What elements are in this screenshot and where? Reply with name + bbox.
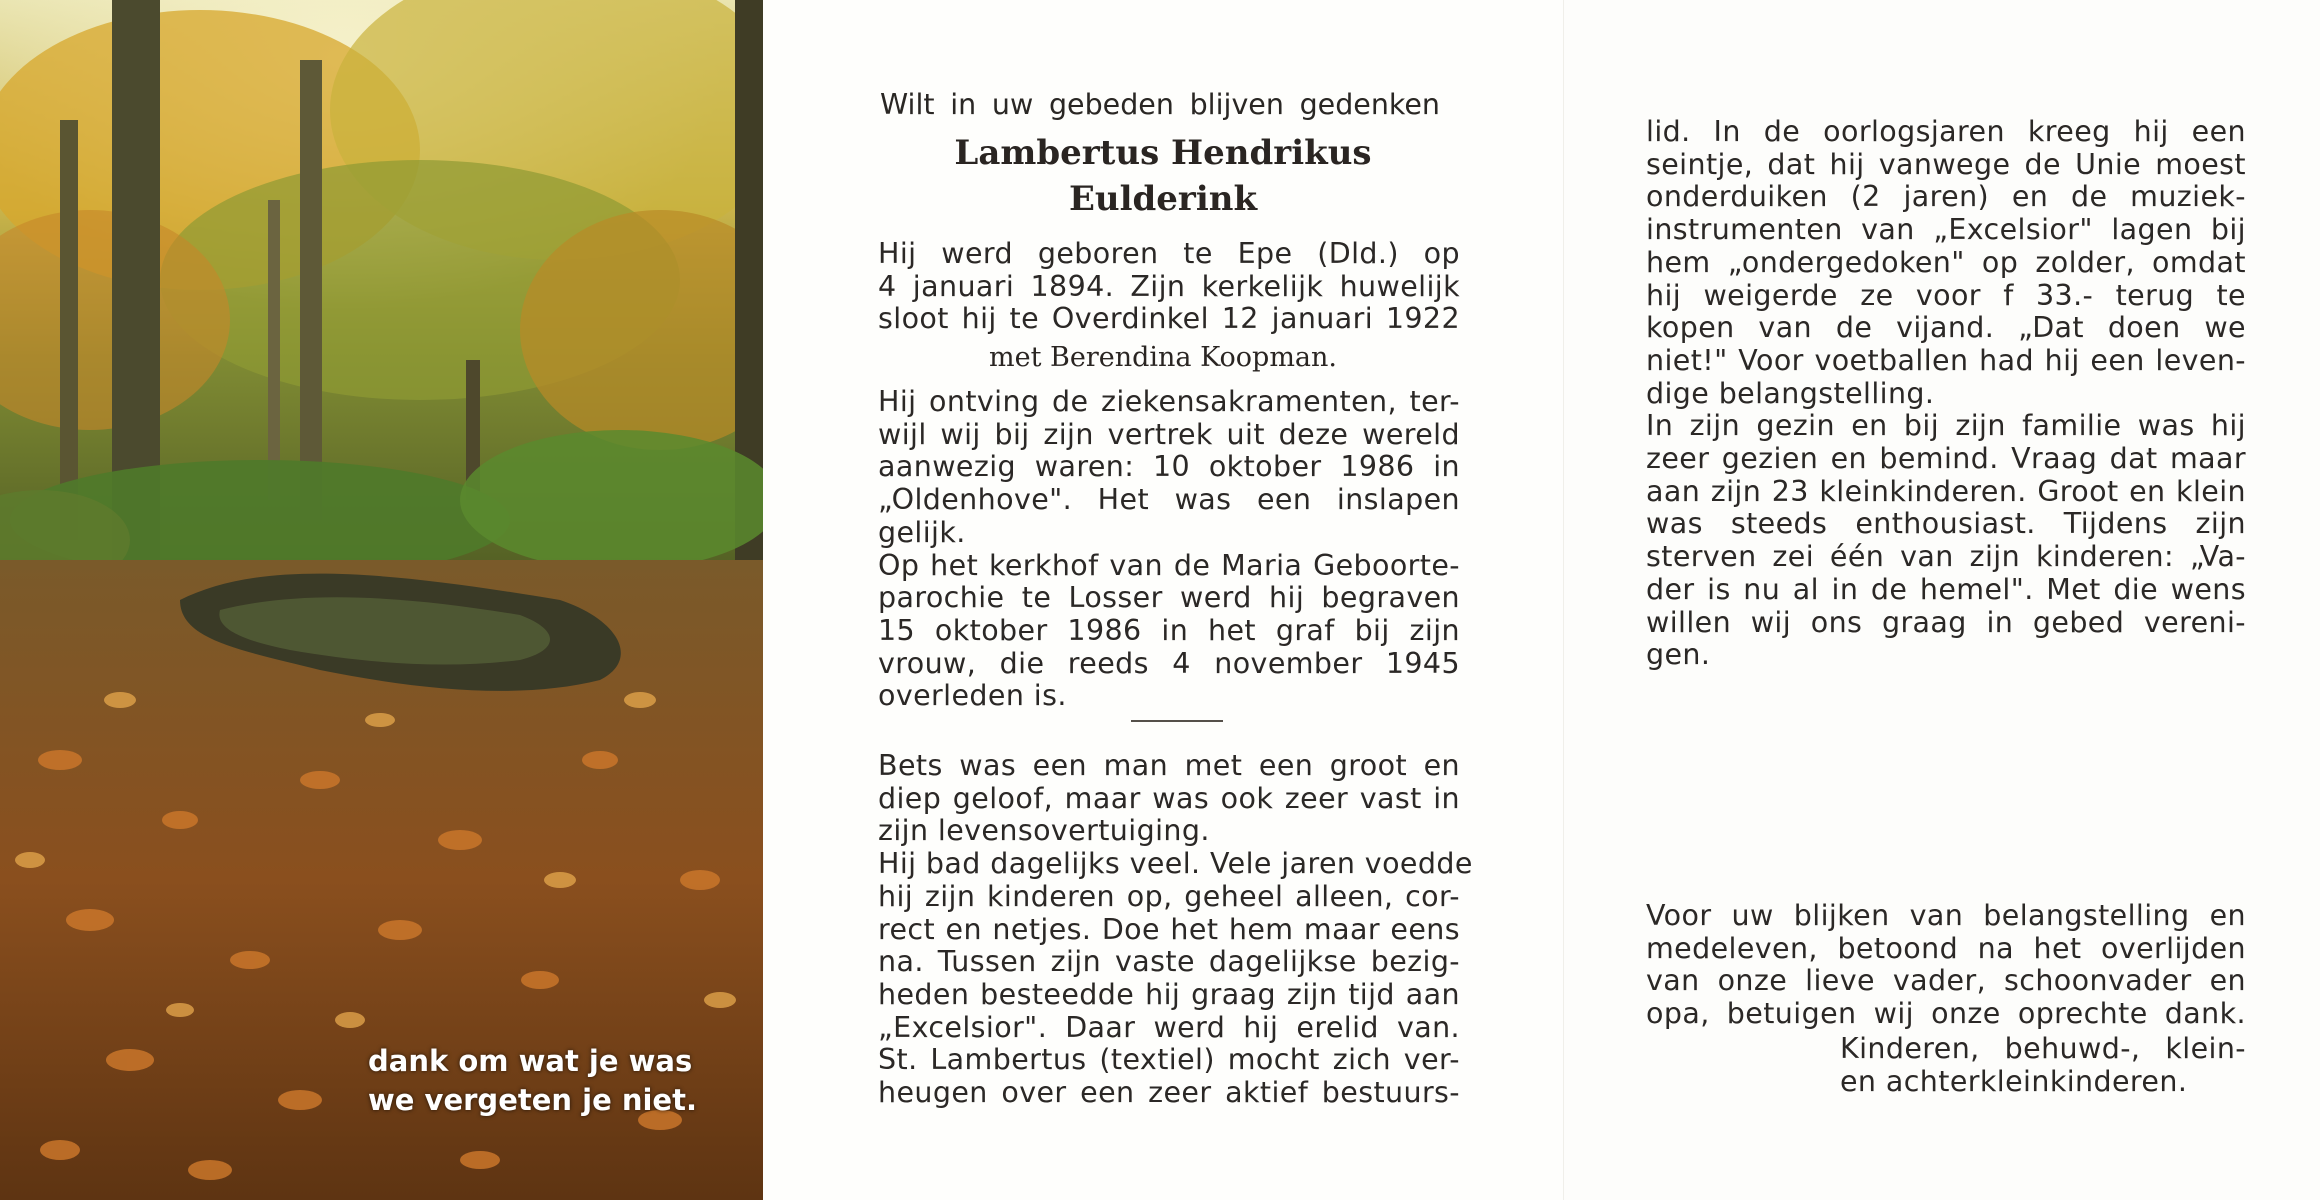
section-divider xyxy=(1131,720,1223,722)
intro-text: Wilt in uw gebeden blijven gedenken xyxy=(880,88,1440,121)
bio-cont-line: sterven zei één van zijn kinderen: „Va- xyxy=(1646,540,2246,574)
bio-cont-line: In zijn gezin en bij zijn familie was hij xyxy=(1646,409,2246,443)
bio-line: na. Tussen zijn vaste dagelijkse bezig- xyxy=(878,945,1460,979)
death-line: gelijk. xyxy=(878,515,966,549)
middle-page xyxy=(763,0,1563,1200)
death-line: „Oldenhove". Het was een inslapen xyxy=(878,483,1460,517)
death-paragraph xyxy=(878,386,1460,713)
bio-line: heugen over een zeer aktief bestuurs- xyxy=(878,1076,1460,1110)
name-line-1: Lambertus Hendrikus xyxy=(954,133,1372,173)
spouse-line: met Berendina Koopman. xyxy=(988,342,1337,373)
thanks-line: medeleven, betoond na het overlijden xyxy=(1646,931,2246,965)
death-line: vrouw, die reeds 4 november 1945 xyxy=(878,646,1460,680)
deceased-name xyxy=(763,130,1563,222)
forest-stream-autumn-icon xyxy=(0,0,763,1200)
bio-line: „Excelsior". Daar werd hij erelid van. xyxy=(878,1010,1460,1044)
bio-cont-line: aan zijn 23 kleinkinderen. Groot en klein xyxy=(1646,474,2246,508)
bio-cont-line: willen wij ons graag in gebed vereni- xyxy=(1646,605,2246,639)
death-line: Op het kerkhof van de Maria Geboorte- xyxy=(878,548,1460,582)
caption-line-1: dank om wat je was xyxy=(368,1044,693,1078)
death-line: 15 oktober 1986 in het graf bij zijn xyxy=(878,613,1460,647)
memorial-photo xyxy=(0,0,763,1200)
birth-line: 4 januari 1894. Zijn kerkelijk huwelijk xyxy=(878,269,1460,303)
bio-line: zijn levensovertuiging. xyxy=(878,814,1210,848)
bio-line: Bets was een man met een groot en xyxy=(878,749,1460,782)
death-line: parochie te Losser werd hij begraven xyxy=(878,581,1460,615)
birth-paragraph xyxy=(878,238,1460,336)
bio-cont-line: zeer gezien en bemind. Vraag dat maar xyxy=(1646,442,2246,476)
bio-line: heden besteedde hij graag zijn tijd aan xyxy=(878,977,1460,1011)
photo-caption xyxy=(368,1042,728,1120)
biography-continued xyxy=(1646,116,2246,672)
bio-cont-line: gen. xyxy=(1646,638,1711,672)
bio-line: hij zijn kinderen op, geheel alleen, cor- xyxy=(878,879,1460,913)
birth-line: Hij werd geboren te Epe (Dld.) op xyxy=(878,237,1460,270)
bio-cont-line: kopen van de vijand. „Dat doen we xyxy=(1646,311,2246,345)
bio-cont-line: der is nu al in de hemel". Met die wens xyxy=(1646,572,2246,606)
bio-cont-line: lid. In de oorlogsjaren kreeg hij een xyxy=(1646,115,2246,148)
bio-cont-line: niet!" Voor voetballen had hij een leven- xyxy=(1646,343,2246,377)
bio-cont-line: hem „ondergedoken" op zolder, omdat xyxy=(1646,245,2246,279)
caption-line-2: we vergeten je niet. xyxy=(368,1083,697,1117)
name-line-2: Eulderink xyxy=(1068,179,1258,219)
biography-paragraph xyxy=(878,749,1473,1110)
thanks-line: opa, betuigen wij onze oprechte dank. xyxy=(1646,997,2246,1031)
thanks-paragraph xyxy=(1646,900,2246,1031)
birth-line: sloot hij te Overdinkel 12 januari 1922 xyxy=(878,302,1460,336)
bio-line: Hij bad dagelijks veel. Vele jaren voedde xyxy=(878,847,1473,881)
bio-cont-line: onderduiken (2 jaren) en de muziek- xyxy=(1646,180,2246,214)
thanks-line: Voor uw blijken van belangstelling en xyxy=(1646,899,2246,932)
bio-line: diep geloof, maar was ook zeer vast in xyxy=(878,781,1460,815)
bio-line: rect en netjes. Doe het hem maar eens xyxy=(878,912,1460,946)
signature-line-2: en achterkleinkinderen. xyxy=(1840,1064,2188,1098)
death-line: aanwezig waren: 10 oktober 1986 in xyxy=(878,450,1460,484)
bio-cont-line: was steeds enthousiast. Tijdens zijn xyxy=(1646,507,2246,541)
bio-cont-line: seintje, dat hij vanwege de Unie moest xyxy=(1646,147,2246,181)
death-line: wijl wij bij zijn vertrek uit deze wereld xyxy=(878,417,1460,451)
signature-block xyxy=(1840,1033,2246,1098)
bio-cont-line: dige belangstelling. xyxy=(1646,376,1935,410)
death-line: Hij ontving de ziekensakramenten, ter- xyxy=(878,385,1460,418)
bio-cont-line: instrumenten van „Excelsior" lagen bij xyxy=(1646,213,2246,247)
bio-cont-line: hij weigerde ze voor f 33.- terug te xyxy=(1646,278,2246,312)
thanks-line: van onze lieve vader, schoonvader en xyxy=(1646,964,2246,998)
signature-line-1: Kinderen, behuwd-, klein- xyxy=(1840,1032,2246,1065)
death-line: overleden is. xyxy=(878,679,1067,713)
bio-line: St. Lambertus (textiel) mocht zich ver- xyxy=(878,1043,1460,1077)
right-page xyxy=(1563,0,2320,1200)
